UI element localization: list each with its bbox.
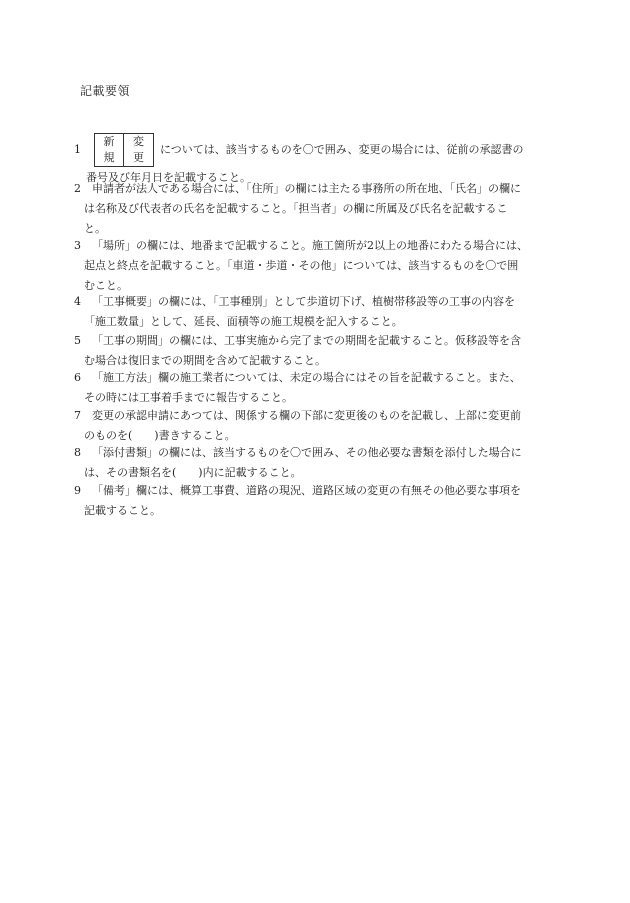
list-item-8 (74, 443, 564, 483)
page-title: 記載要領 (80, 84, 131, 98)
list-item-7 (74, 406, 564, 446)
item-number: 9 (74, 484, 81, 497)
item-text-line: 申請者が法人である場合には、「住所」の欄には主たる事務所の所在地、「氏名」の欄に (92, 182, 521, 195)
item-text-line: と。 (84, 222, 106, 235)
box-top-left: 新 (95, 134, 124, 150)
list-item-9 (74, 481, 564, 521)
item-number: 2 (74, 182, 81, 195)
item-number: 1 (74, 143, 81, 156)
item-number: 7 (74, 409, 81, 422)
box-top-right: 変 (133, 135, 144, 148)
item-number: 3 (74, 239, 81, 252)
list-item-6 (74, 368, 564, 408)
item-number: 4 (74, 295, 81, 308)
item-number: 8 (74, 446, 81, 459)
item-text-line: については、該当するものを〇で囲み、変更の場合には、従前の承認書の (160, 143, 524, 156)
item-text-line: その時には工事着手までに報告すること。 (84, 391, 293, 404)
list-item-5 (74, 331, 564, 371)
item-text-line: 「工事概要」の欄には、「工事種別」として歩道切下げ、植樹帯移設等の工事の内容を (92, 295, 516, 308)
item-number: 6 (74, 371, 81, 384)
item-number: 5 (74, 334, 81, 347)
item-text-line: 記載すること。 (84, 504, 161, 517)
item-text-line: のものを( )書きすること。 (84, 429, 236, 442)
item-text-line: 「施工方法」欄の施工業者については、未定の場合にはその旨を記載すること。また、 (92, 371, 521, 384)
item-text-line: 「添付書類」の欄には、該当するものを〇で囲み、その他必要な書類を添付した場合に (92, 446, 522, 459)
item-text-line: 起点と終点を記載すること。「車道・歩道・その他」については、該当するものを〇で囲 (84, 259, 519, 272)
item-text-line: 「施工数量」として、延長、面積等の施工規模を記入すること。 (84, 315, 403, 328)
item-text-line: むこと。 (84, 279, 128, 292)
item-text-line: 「場所」の欄には、地番まで記載すること。施工箇所が2以上の地番にわたる場合には、 (92, 239, 528, 252)
item-text-line: は名称及び代表者の氏名を記載すること。「担当者」の欄に所属及び氏名を記載するこ (84, 202, 508, 215)
item-text-line: 変更の承認申請にあつては、関係する欄の下部に変更後のものを記載し、上部に変更前 (92, 409, 521, 422)
item-text-line: は、その書類名を( )内に記載すること。 (84, 466, 302, 479)
list-item-3 (74, 236, 564, 296)
item-text-line: 番号及び年月日を記載すること。 (86, 171, 251, 184)
box-bottom-right: 更 (133, 151, 144, 164)
item-text-line: む場合は復旧までの期間を含めて記載すること。 (84, 354, 326, 367)
box-bottom-left: 規 (95, 150, 124, 166)
item-text-line: 「備考」欄には、概算工事費、道路の現況、道路区域の変更の有無その他必要な事項を (92, 484, 521, 497)
list-item-2 (74, 179, 564, 239)
new-change-box (94, 133, 154, 167)
item-text-line: 「工事の期間」の欄には、工事実施から完了までの期間を記載すること。仮移設等を含 (92, 334, 521, 347)
list-item-4 (74, 292, 564, 332)
